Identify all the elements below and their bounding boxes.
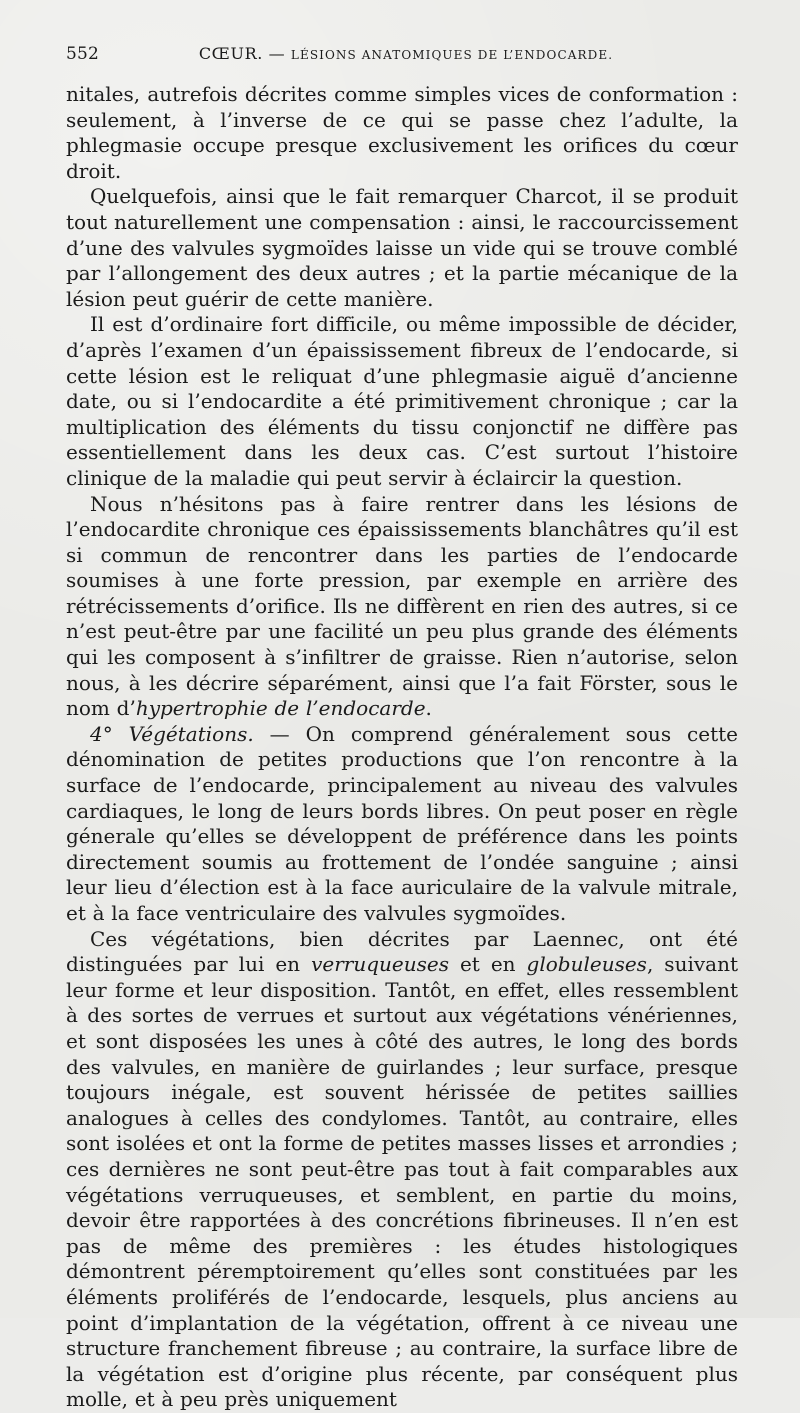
running-head-dash: — [268,44,286,63]
paragraph-6-text-2: et en [448,952,527,977]
paragraph-3: Il est d’ordinaire fort difficile, ou même impossible de décider, d’après l’examen d’un épaississement fibreux de l’endocarde, si cette lésion est le reliquat d’une phlegmasie aiguë d’ancienne date, ou si l’endocardite a été primitivement chronique ; car la multiplication des éléments du tissu conjonctif ne diffère pas essentiellement dans les deux cas. C’est surtout l’histoire clinique de la maladie qui peut servir à éclaircir la question. [66,312,738,490]
paragraph-5 [66,722,738,927]
page-number: 552 [66,44,100,64]
paragraph-6-text-1: Ces végétations, bien décrites par Laennec, ont été distinguées par lui en [66,926,738,977]
paragraph-6 [66,927,738,1413]
running-head [166,44,646,63]
paragraph-4 [66,492,738,722]
italic-term-globuleuses: globuleuses [526,952,647,977]
running-head-rest: LÉSIONS ANATOMIQUES DE L’ENDOCARDE. [290,48,614,62]
page-header [66,44,738,78]
paragraph-2: Quelquefois, ainsi que le fait remarquer Charcot, il se produit tout naturellement une compensation : ainsi, le raccourcissement d’une des valvules sygmoïdes laisse un vide qui se trouve comblé par l’allongement des deux autres ; et la partie mécanique de la lésion peut guérir de cette manière. [66,184,738,311]
paragraph-4-italic-term: hypertrophie de l’endocarde [135,696,426,721]
paragraph-4-end: . [425,696,432,721]
body-text [66,82,738,1413]
paragraph-1: nitales, autrefois décrites comme simples vices de conformation : seulement, à l’inverse de ce qui se passe chez l’adulte, la phlegmasie occupe presque exclusivement les orifices du cœur droit. [66,82,738,183]
paragraph-6-text-3: , suivant leur forme et leur disposition. Tantôt, en effet, elles ressemblent à des sortes de verrues et surtout aux végétations vénériennes, et sont disposées les unes à côté des autres, le long des bords des valvules, en manière de guirlandes ; leur surface, presque toujours inégale, est souvent hérissée de petites saillies analogues à celles des condylomes. Tantôt, au contraire, elles sont isolées et ont la forme de petites masses lisses et arrondies ; ces dernières ne sont peut-être pas tout à fait comparables aux végétations verruqueuses, et semblent, en partie du moins, devoir être rapportées à des concrétions fibrineuses. Il n’en est pas de même des premières : les études histologiques démontrent péremptoirement qu’elles sont constituées par les éléments proliférés de l’endocarde, lesquels, plus anciens au point d’implantation de la végétation, offrent à ce niveau une structure franchement fibreuse ; au contraire, la surface libre de la végétation est d’origine plus récente, par conséquent plus molle, et à peu près uniquement [66,952,738,1412]
italic-term-verruqueuses: verruqueuses [311,952,449,977]
section-label-vegetations: 4° Végétations. [90,721,254,746]
paragraph-5-text: — On comprend généralement sous cette dénomination de petites productions que l’on rencontre à la surface de l’endocarde, principalement au niveau des valvules cardiaques, le long de leurs bords libres. On peut poser en règle génerale qu’elles se développent de préférence dans les points directement soumis au frottement de l’ondée sanguine ; ainsi leur lieu d’élection est à la face auriculaire de la valvule mitrale, et à la face ventriculaire des valvules sygmoïdes. [66,721,738,925]
running-head-main: CŒUR. [198,44,263,63]
paragraph-4-text: Nous n’hésitons pas à faire rentrer dans les lésions de l’endocardite chronique ces épaississements blanchâtres qu’il est si commun de rencontrer dans les parties de l’endocarde soumises à une forte pression, par exemple en arrière des rétrécissements d’orifice. Ils ne diffèrent en rien des autres, si ce n’est peut-être par une facilité un peu plus grande des éléments qui les composent à s’infiltrer de graisse. Rien n’autorise, selon nous, à les décrire séparément, ainsi que l’a fait Förster, sous le nom d’ [66,491,738,721]
